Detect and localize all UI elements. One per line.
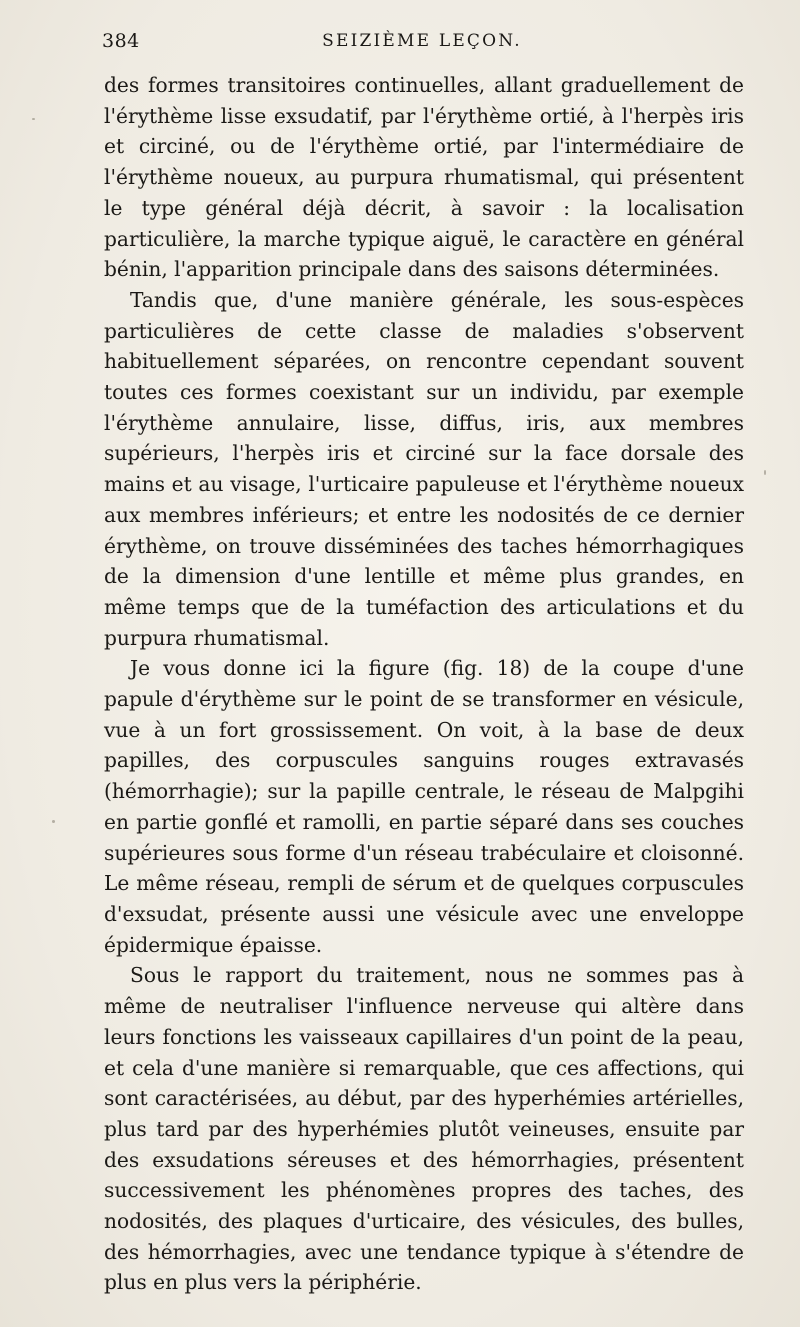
paragraph-treatment: Sous le rapport du traitement, nous ne sommes pas à même de neutraliser l'influence nerveuse qui altère dans leurs fonctions les vaisseaux capillaires d'un point de la peau, et cela d'une manière si remarquable, que ces affections, qui sont caractérisées, au début, par des hyperhémies artérielles, plus tard par des hyperhémies plutôt veineuses, ensuite par des exsudations séreuses et des hémorrhagies, présentent successivement les phénomènes propres des taches, des nodosités, des plaques d'urticaire, des vésicules, des bulles, des hémorrhagies, avec une tendance typique à s'étendre de plus en plus vers la périphérie. (104, 963, 744, 1295)
running-head (102, 30, 742, 58)
paragraph-figure-description: Je vous donne ici la figure (fig. 18) de la coupe d'une papule d'érythème sur le point de se transformer en vésicule, vue à un fort grossissement. On voit, à la base de deux papilles, des corpuscules sanguins rouges extravasés (hémorrhagie); sur la papille centrale, le réseau de Malpgihi en partie gonflé et ramolli, en partie séparé dans ses couches supérieures sous forme d'un réseau trabéculaire et cloisonné. Le même réseau, rempli de sérum et de quelques corpuscules d'exsudat, présente aussi une vésicule avec une enveloppe épidermique épaisse. (104, 656, 744, 957)
page-number: 384 (102, 30, 140, 52)
text-body (104, 70, 744, 1298)
running-title: SEIZIÈME LEÇON. (322, 31, 522, 51)
paper-speck (764, 470, 766, 475)
paragraph-coexisting-forms: Tandis que, d'une manière générale, les sous-espèces particulières de cette classe de maladies s'observent habituellement séparées, on rencontre cependant souvent toutes ces formes coexistant sur un individu, par exemple l'érythème annulaire, lisse, diffus, iris, aux membres supérieurs, l'herpès iris et circiné sur la face dorsale des mains et au visage, l'urticaire papuleuse et l'érythème noueux aux membres inférieurs; et entre les nodosités de ce dernier érythème, on trouve disséminées des taches hémorrhagiques de la dimension d'une lentille et même plus grandes, en même temps que de la tuméfaction des articulations et du purpura rhumatismal. (104, 287, 744, 650)
paper-speck (32, 118, 35, 120)
paragraph-continuation: des formes transitoires continuelles, allant graduellement de l'érythème lisse exsudatif, par l'érythème ortié, à l'herpès iris et circiné, ou de l'érythème ortié, par l'intermédiaire de l'érythème noueux, au purpura rhumatismal, qui présentent le type général déjà décrit, à savoir : la localisation particulière, la marche typique aiguë, le caractère en général bénin, l'apparition principale dans des saisons déterminées. (104, 73, 744, 282)
paper-speck (52, 820, 55, 823)
